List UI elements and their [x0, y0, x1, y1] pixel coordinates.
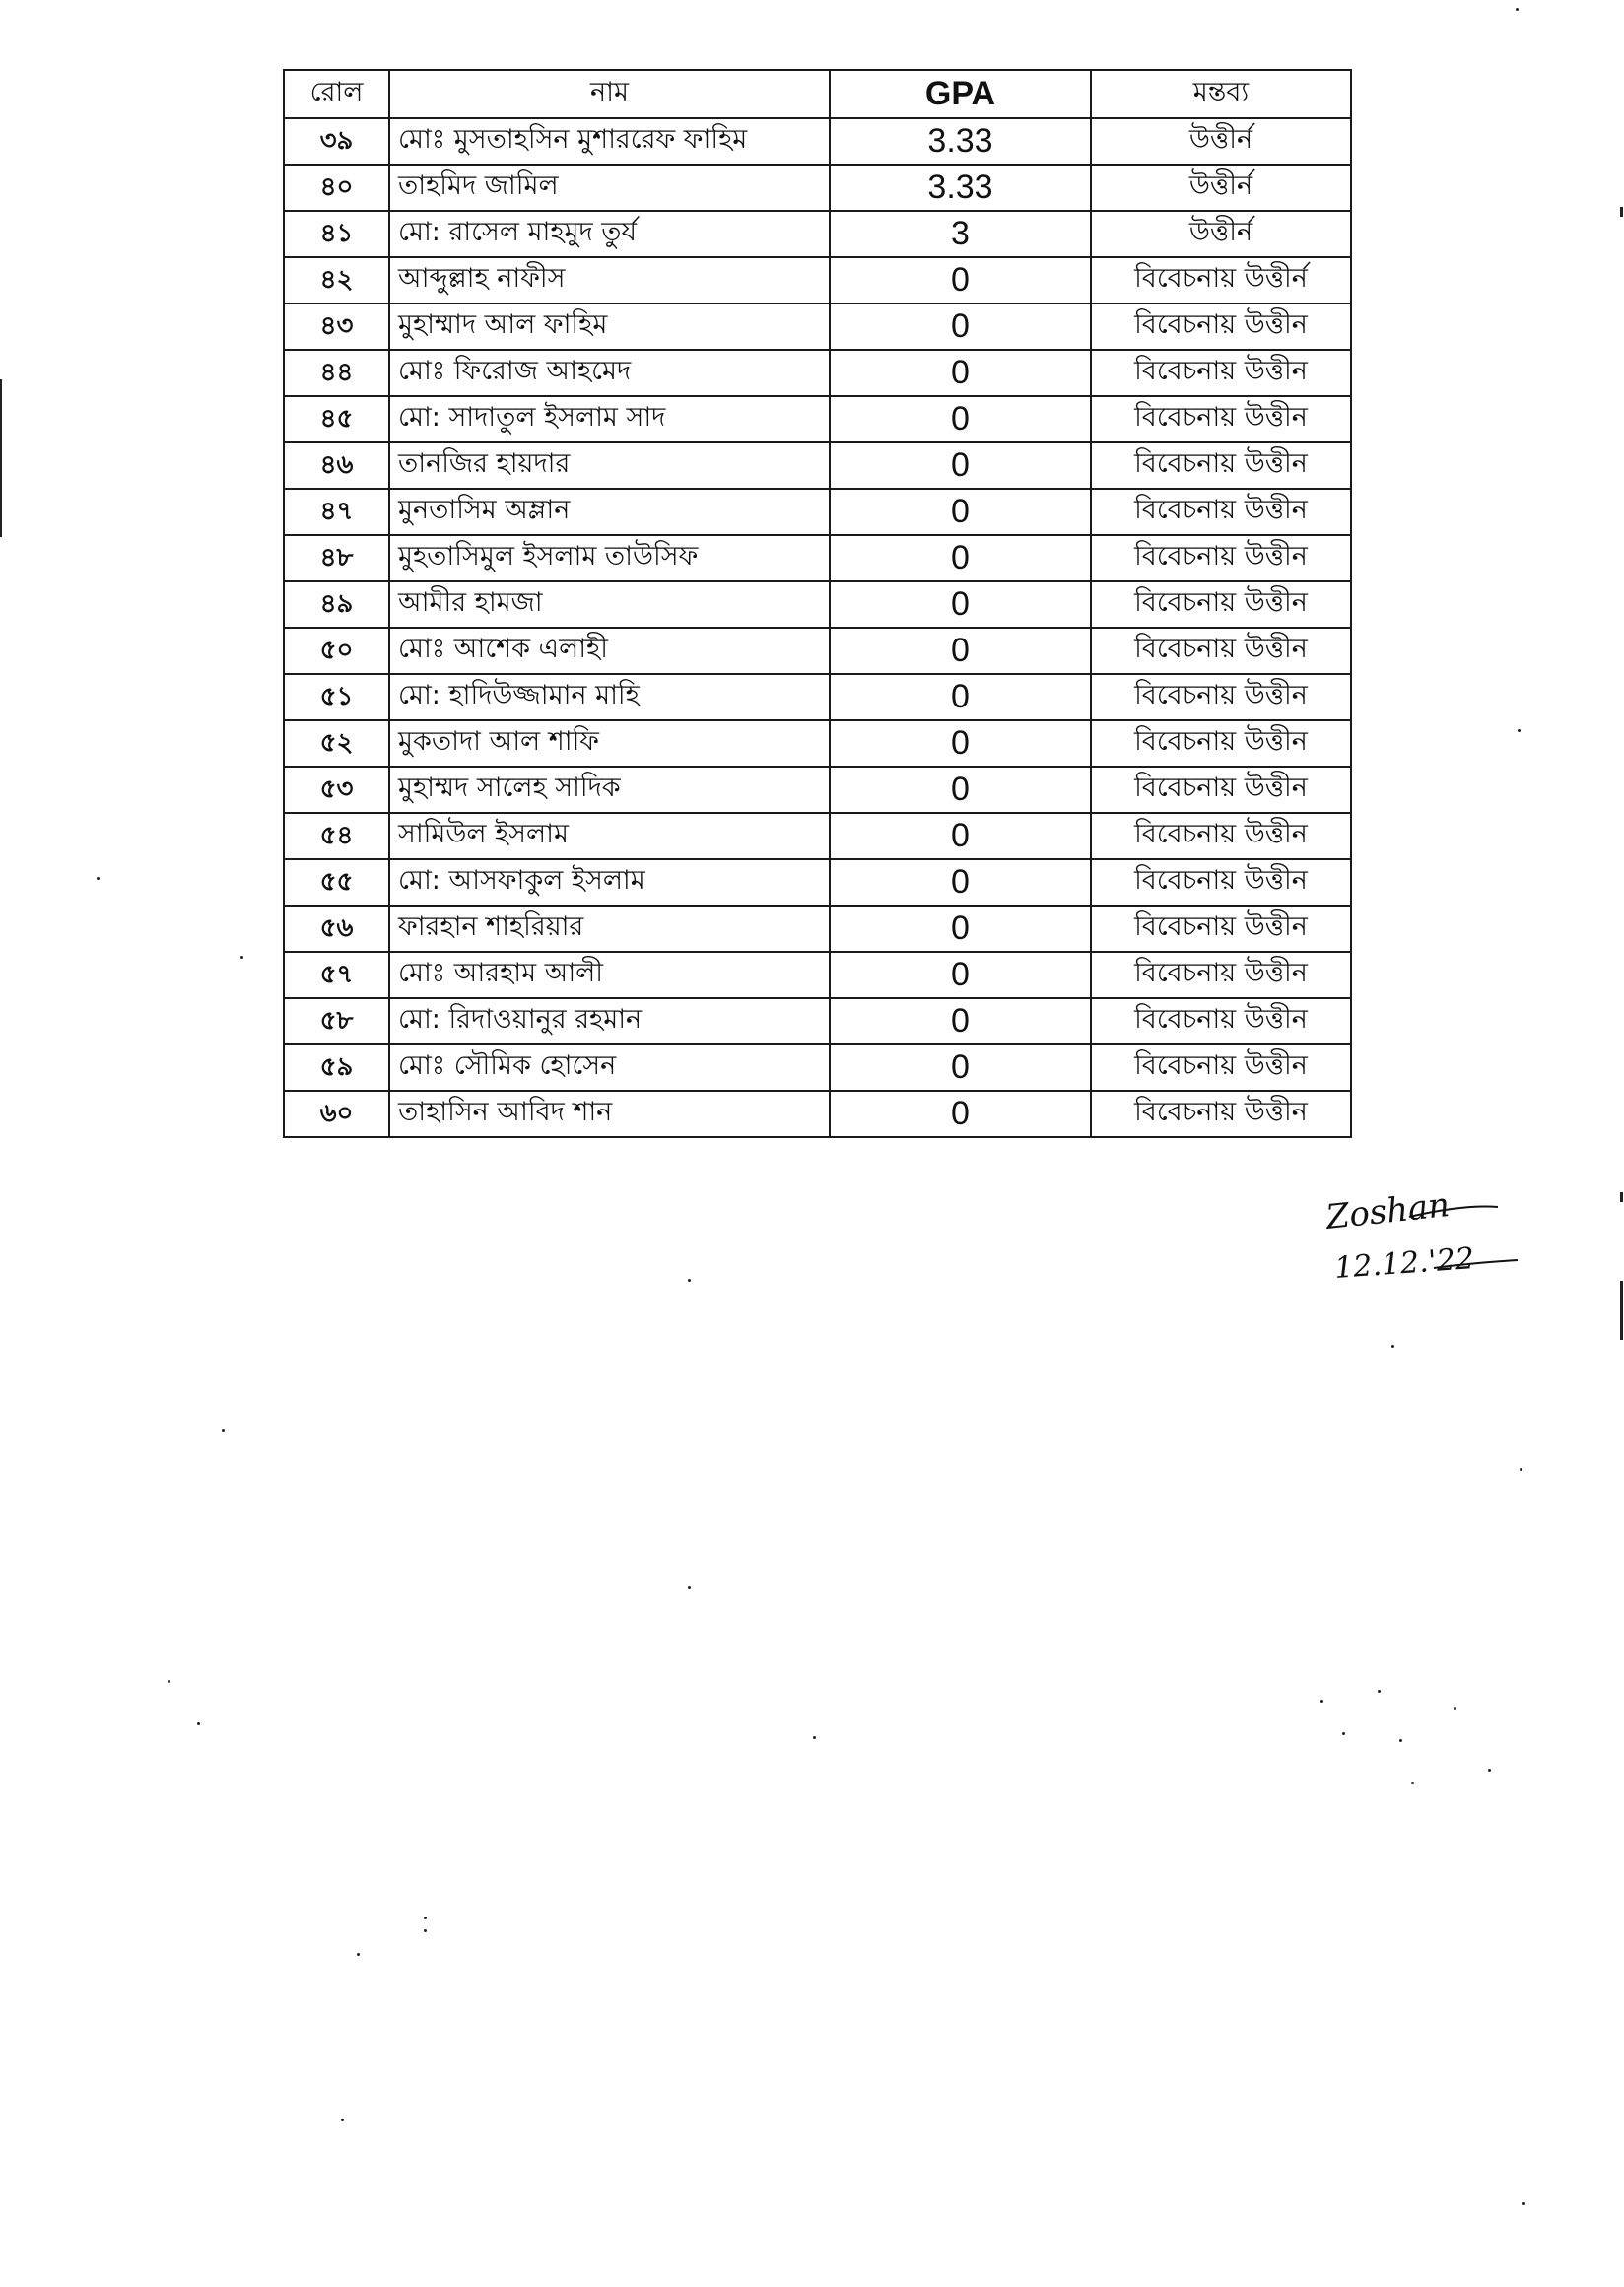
remark-cell: বিবেচনায় উত্তীন [1091, 906, 1351, 952]
scan-edge-mark [1620, 207, 1623, 217]
roll-cell: ৪০ [284, 165, 389, 211]
name-cell: মো: আসফাকুল ইসলাম [389, 859, 830, 906]
signature [1316, 1187, 1542, 1296]
name-cell: তাহাসিন আবিদ শান [389, 1091, 830, 1137]
name-cell: সামিউল ইসলাম [389, 813, 830, 859]
scan-speck [1320, 1700, 1323, 1703]
remark-cell: বিবেচনায় উত্তীন [1091, 720, 1351, 767]
remark-cell: বিবেচনায় উত্তীন [1091, 998, 1351, 1044]
table-row [284, 1044, 1351, 1091]
scan-speck [168, 1680, 170, 1683]
scan-speck [1520, 1468, 1522, 1471]
table-row [284, 535, 1351, 581]
roll-cell: ৫২ [284, 720, 389, 767]
gpa-cell: 0 [830, 674, 1091, 720]
table-row [284, 257, 1351, 303]
gpa-cell: 0 [830, 581, 1091, 628]
gpa-cell: 0 [830, 859, 1091, 906]
roll-cell: ৫৮ [284, 998, 389, 1044]
scan-speck [240, 956, 243, 959]
name-cell: আব্দুল্লাহ নাফীস [389, 257, 830, 303]
table-row [284, 303, 1351, 350]
table-row [284, 767, 1351, 813]
table-row [284, 1091, 1351, 1137]
scan-speck [357, 1953, 360, 1956]
gpa-cell: 0 [830, 489, 1091, 535]
roll-cell: ৪৬ [284, 442, 389, 489]
roll-cell: ৪৩ [284, 303, 389, 350]
table-body [284, 118, 1351, 1137]
gpa-cell: 0 [830, 813, 1091, 859]
table-row [284, 581, 1351, 628]
remark-cell: বিবেচনায় উত্তীন [1091, 396, 1351, 442]
scan-speck [1399, 1739, 1402, 1742]
name-cell: মোঃ আশেক এলাহী [389, 628, 830, 674]
name-cell: মোঃ ফিরোজ আহমেদ [389, 350, 830, 396]
remark-cell: বিবেচনায় উত্তীন [1091, 303, 1351, 350]
scan-speck [688, 1279, 691, 1282]
scan-edge-mark [0, 379, 2, 537]
scan-speck [1516, 8, 1519, 11]
roll-cell: ৩৯ [284, 118, 389, 165]
gpa-cell: 0 [830, 1091, 1091, 1137]
header-name: নাম [389, 70, 830, 118]
roll-cell: ৪৪ [284, 350, 389, 396]
header-remark: মন্তব্য [1091, 70, 1351, 118]
name-cell: আমীর হামজা [389, 581, 830, 628]
gpa-cell: 0 [830, 998, 1091, 1044]
result-table [283, 69, 1352, 1138]
name-cell: মোঃ মুসতাহসিন মুশাররেফ ফাহিম [389, 118, 830, 165]
handwritten-signature [1316, 1187, 1542, 1296]
roll-cell: ৪২ [284, 257, 389, 303]
table-row [284, 396, 1351, 442]
remark-cell: উত্তীর্ন [1091, 165, 1351, 211]
remark-cell: উত্তীর্ন [1091, 118, 1351, 165]
gpa-cell: 3.33 [830, 165, 1091, 211]
scan-speck [1522, 2202, 1525, 2205]
name-cell: মুহাম্মদ সালেহ সাদিক [389, 767, 830, 813]
gpa-cell: 0 [830, 257, 1091, 303]
roll-cell: ৪১ [284, 211, 389, 257]
roll-cell: ৬০ [284, 1091, 389, 1137]
roll-cell: ৪৫ [284, 396, 389, 442]
scan-speck [1342, 1732, 1345, 1735]
gpa-cell: 0 [830, 720, 1091, 767]
roll-cell: ৫১ [284, 674, 389, 720]
scan-edge-mark [1620, 1281, 1623, 1340]
roll-cell: ৫৩ [284, 767, 389, 813]
remark-cell: উত্তীর্ন [1091, 211, 1351, 257]
remark-cell: বিবেচনায় উত্তীন [1091, 1044, 1351, 1091]
gpa-cell: 0 [830, 396, 1091, 442]
table-row [284, 813, 1351, 859]
name-cell: মোঃ সৌমিক হোসেন [389, 1044, 830, 1091]
roll-cell: ৪৭ [284, 489, 389, 535]
scan-speck [1378, 1690, 1381, 1693]
scan-speck [1488, 1769, 1491, 1772]
roll-cell: ৫৪ [284, 813, 389, 859]
gpa-cell: 0 [830, 442, 1091, 489]
table-row [284, 952, 1351, 998]
gpa-cell: 0 [830, 906, 1091, 952]
remark-cell: বিবেচনায় উত্তীন [1091, 1091, 1351, 1137]
remark-cell: বিবেচনায় উত্তীন [1091, 813, 1351, 859]
scan-edge-mark [1620, 1192, 1623, 1202]
gpa-cell: 0 [830, 952, 1091, 998]
roll-cell: ৫৭ [284, 952, 389, 998]
scan-speck [341, 2119, 344, 2121]
name-cell: ফারহান শাহরিয়ার [389, 906, 830, 952]
table-row [284, 720, 1351, 767]
scan-speck [1391, 1345, 1394, 1348]
table-row [284, 118, 1351, 165]
name-cell: মুহাম্মাদ আল ফাহিম [389, 303, 830, 350]
remark-cell: বিবেচনায় উত্তীন [1091, 489, 1351, 535]
table-header-row [284, 70, 1351, 118]
remark-cell: বিবেচনায় উত্তীন [1091, 442, 1351, 489]
table-row [284, 674, 1351, 720]
name-cell: তাহমিদ জামিল [389, 165, 830, 211]
table-row [284, 628, 1351, 674]
roll-cell: ৫৫ [284, 859, 389, 906]
table-row [284, 350, 1351, 396]
name-cell: মো: হাদিউজ্জামান মাহি [389, 674, 830, 720]
name-cell: তানজির হায়দার [389, 442, 830, 489]
gpa-cell: 0 [830, 1044, 1091, 1091]
scan-speck [97, 877, 100, 880]
remark-cell: বিবেচনায় উত্তীন [1091, 535, 1351, 581]
name-cell: মুনতাসিম অম্লান [389, 489, 830, 535]
scan-speck [1518, 729, 1521, 732]
name-cell: মো: সাদাতুল ইসলাম সাদ [389, 396, 830, 442]
gpa-cell: 3.33 [830, 118, 1091, 165]
table-row [284, 998, 1351, 1044]
roll-cell: ৫৬ [284, 906, 389, 952]
roll-cell: ৪৮ [284, 535, 389, 581]
name-cell: মুকতাদা আল শাফি [389, 720, 830, 767]
gpa-cell: 3 [830, 211, 1091, 257]
name-cell: মোঃ আরহাম আলী [389, 952, 830, 998]
scan-speck [813, 1736, 816, 1739]
remark-cell: বিবেচনায় উত্তীর্ন [1091, 257, 1351, 303]
roll-cell: ৫৯ [284, 1044, 389, 1091]
table-row [284, 211, 1351, 257]
gpa-cell: 0 [830, 350, 1091, 396]
header-gpa: GPA [830, 70, 1091, 118]
gpa-cell: 0 [830, 767, 1091, 813]
header-roll: রোল [284, 70, 389, 118]
roll-cell: ৪৯ [284, 581, 389, 628]
table-row [284, 859, 1351, 906]
scan-speck [424, 1929, 427, 1932]
remark-cell: বিবেচনায় উত্তীন [1091, 859, 1351, 906]
scan-speck [222, 1429, 225, 1432]
name-cell: মুহতাসিমুল ইসলাম তাউসিফ [389, 535, 830, 581]
roll-cell: ৫০ [284, 628, 389, 674]
remark-cell: বিবেচনায় উত্তীন [1091, 581, 1351, 628]
remark-cell: বিবেচনায় উত্তীন [1091, 674, 1351, 720]
svg-text:12.12.'22: 12.12.'22 [1333, 1242, 1476, 1286]
scan-speck [424, 1917, 427, 1919]
scan-speck [1454, 1707, 1456, 1710]
table-row [284, 489, 1351, 535]
scan-speck [688, 1586, 691, 1589]
name-cell: মো: রাসেল মাহমুদ তুর্য [389, 211, 830, 257]
scan-speck [1411, 1782, 1414, 1784]
gpa-cell: 0 [830, 535, 1091, 581]
svg-text:Zoshan: Zoshan [1323, 1187, 1452, 1238]
remark-cell: বিবেচনায় উত্তীন [1091, 952, 1351, 998]
gpa-cell: 0 [830, 303, 1091, 350]
gpa-cell: 0 [830, 628, 1091, 674]
table-row [284, 906, 1351, 952]
remark-cell: বিবেচনায় উত্তীন [1091, 350, 1351, 396]
remark-cell: বিবেচনায় উত্তীন [1091, 767, 1351, 813]
name-cell: মো: রিদাওয়ানুর রহমান [389, 998, 830, 1044]
table-row [284, 442, 1351, 489]
table-row [284, 165, 1351, 211]
scan-speck [197, 1722, 200, 1725]
remark-cell: বিবেচনায় উত্তীন [1091, 628, 1351, 674]
